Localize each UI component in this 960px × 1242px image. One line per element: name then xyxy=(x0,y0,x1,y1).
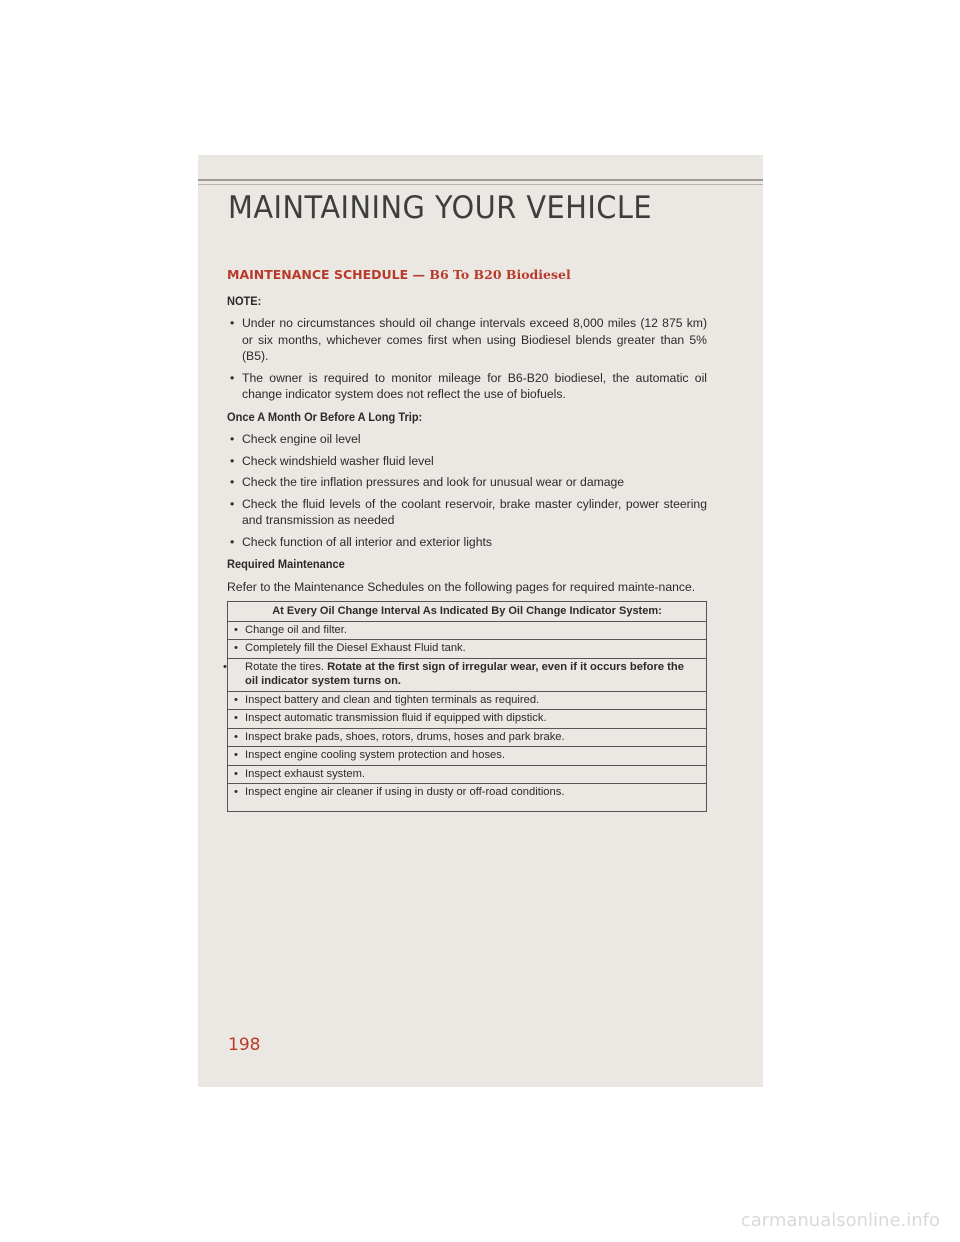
table-row: • Inspect automatic transmission fluid if equipped with dipstick. xyxy=(228,710,707,729)
table-row: • Inspect engine cooling system protection and hoses. xyxy=(228,747,707,766)
monthly-item: • Check engine oil level xyxy=(230,432,361,446)
table-header: At Every Oil Change Interval As Indicated By Oil Change Indicator System: xyxy=(228,602,707,622)
heading-main: MAINTENANCE SCHEDULE xyxy=(227,267,409,282)
monthly-item: • Check the tire inflation pressures and look for unusual wear or damage xyxy=(230,475,625,489)
bullet-icon: • xyxy=(234,693,238,706)
note-item: • Under no circumstances should oil change intervals exceed 8,000 miles (12 875 km) or six months, whichever comes first when using Biodiesel blends greater than 5% (B5). xyxy=(230,316,707,363)
note-label: NOTE: xyxy=(227,293,262,308)
table-header-row xyxy=(228,602,707,622)
table-row: • Inspect exhaust system. xyxy=(228,765,707,784)
manual-page xyxy=(198,155,763,1087)
heading-sub: B6 To B20 Biodiesel xyxy=(429,267,571,282)
bullet-icon: • xyxy=(234,642,238,654)
required-label: Required Maintenance xyxy=(227,557,345,571)
monthly-item: • Check function of all interior and exterior lights xyxy=(230,534,492,549)
bullet-icon: • xyxy=(234,749,238,761)
page-content xyxy=(223,267,707,812)
page-number: 198 xyxy=(228,1035,261,1055)
bullet-icon: • xyxy=(230,316,235,330)
header-rule-thin xyxy=(198,184,763,185)
bullet-icon: • xyxy=(230,432,235,446)
note-item: • The owner is required to monitor mileage for B6-B20 biodiesel, the automatic oil change indicator system does not reflect the use of biofuels. xyxy=(230,370,707,401)
table-row: • Inspect brake pads, shoes, rotors, drums, hoses and park brake. xyxy=(228,728,707,747)
table-row: • Completely fill the Diesel Exhaust Fluid tank. xyxy=(228,640,707,659)
required-text: Refer to the Maintenance Schedules on the following pages for required mainte-nance. xyxy=(227,579,696,594)
rotate-warning: Rotate at the first sign of irregular wear, even if it occurs before the oil indicator system turns on. xyxy=(245,660,684,687)
monthly-item: • Check the fluid levels of the coolant reservoir, brake master cylinder, power steering and transmission as needed xyxy=(230,496,707,527)
table-row: • Inspect battery and clean and tighten terminals as required. xyxy=(228,691,707,710)
monthly-list xyxy=(227,431,707,550)
monthly-item: • Check windshield washer fluid level xyxy=(230,453,434,468)
section-title: MAINTAINING YOUR VEHICLE xyxy=(228,190,653,226)
bullet-icon: • xyxy=(234,712,238,724)
bullet-icon: • xyxy=(230,496,235,511)
note-list xyxy=(227,315,707,403)
bullet-icon: • xyxy=(234,623,238,636)
watermark-text: carmanualsonline.info xyxy=(740,1210,940,1231)
heading-separator: — xyxy=(408,267,430,282)
bullet-icon: • xyxy=(234,767,238,780)
monthly-label: Once A Month Or Before A Long Trip: xyxy=(227,409,423,424)
bullet-icon: • xyxy=(234,730,238,743)
bullet-icon: • xyxy=(230,453,235,468)
bullet-icon: • xyxy=(223,660,227,673)
table-row: • Inspect engine air cleaner if using in dusty or off-road conditions. xyxy=(228,784,707,812)
bullet-icon: • xyxy=(230,370,235,385)
table-row: • Rotate the tires. Rotate at the first sign of irregular wear, even if it occurs before the oil indicator system turns on. xyxy=(228,658,707,691)
bullet-icon: • xyxy=(230,534,235,549)
bullet-icon: • xyxy=(230,475,235,489)
table-row: • Change oil and filter. xyxy=(228,621,707,640)
maintenance-table xyxy=(223,601,707,812)
bullet-icon: • xyxy=(234,786,238,798)
header-rule xyxy=(198,179,763,181)
schedule-heading xyxy=(227,267,707,284)
